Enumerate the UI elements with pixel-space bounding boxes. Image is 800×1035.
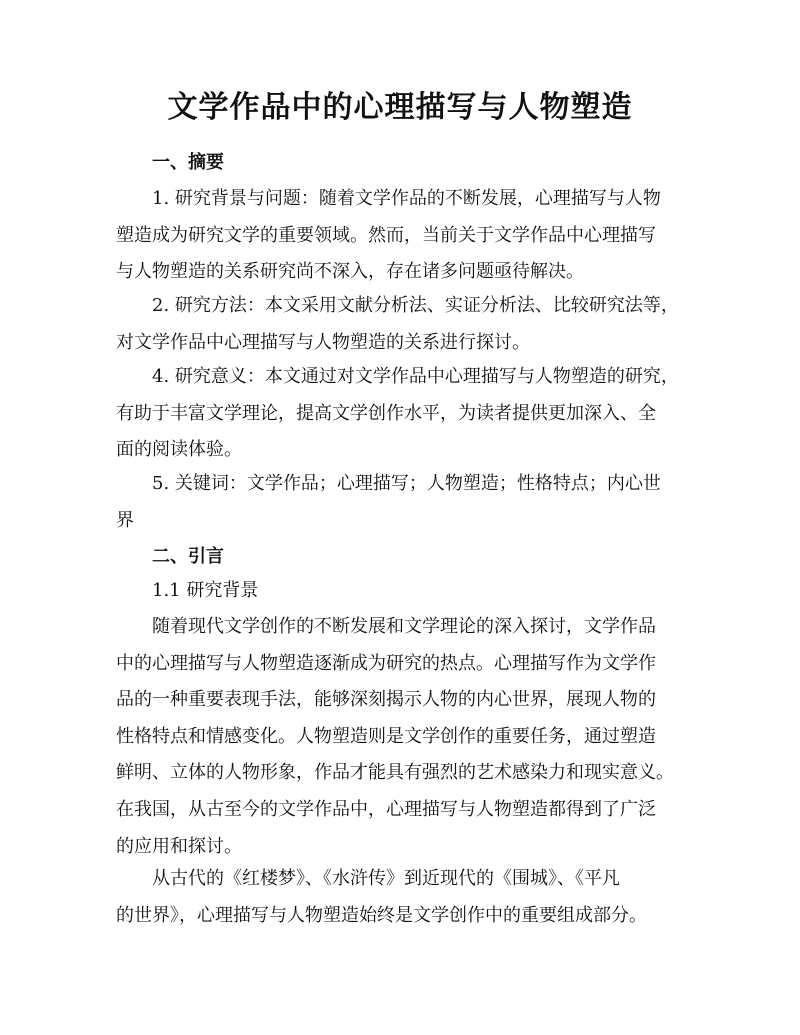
paragraph-line: 界 xyxy=(116,509,134,531)
abstract-paragraph-background xyxy=(116,181,696,291)
paragraph-line: 5. 关键词：文学作品；心理描写；人物塑造；性格特点；内心世 xyxy=(152,473,661,494)
section-heading-introduction: 二、引言 xyxy=(152,546,224,567)
abstract-paragraph-keywords xyxy=(116,466,696,539)
paragraph-line: 面的阅读体验。 xyxy=(116,439,242,461)
paragraph-line: 与人物塑造的关系研究尚不深入，存在诸多问题亟待解决。 xyxy=(116,261,584,283)
intro-paragraph-2 xyxy=(116,861,696,934)
paragraph-line: 4. 研究意义：本文通过对文学作品中心理描写与人物塑造的研究， xyxy=(152,366,679,387)
intro-paragraph-1 xyxy=(116,609,696,865)
paragraph-line: 塑造成为研究文学的重要领域。然而，当前关于文学作品中心理描写 xyxy=(116,224,656,246)
paragraph-line: 的世界》，心理描写与人物塑造始终是文学创作中的重要组成部分。 xyxy=(116,904,647,926)
paragraph-line: 1. 研究背景与问题：随着文学作品的不断发展，心理描写与人物 xyxy=(152,188,661,209)
section-heading-abstract: 一、摘要 xyxy=(152,152,224,173)
paragraph-line: 对文学作品中心理描写与人物塑造的关系进行探讨。 xyxy=(116,331,530,353)
paragraph-line: 鲜明、立体的人物形象，作品才能具有强烈的艺术感染力和现实意义。 xyxy=(116,762,674,784)
paragraph-line: 在我国，从古至今的文学作品中，心理描写与人物塑造都得到了广泛 xyxy=(116,798,656,820)
paragraph-line: 中的心理描写与人物塑造逐渐成为研究的热点。心理描写作为文学作 xyxy=(116,652,656,674)
document-title: 文学作品中的心理描写与人物塑造 xyxy=(167,90,633,125)
paragraph-line: 随着现代文学创作的不断发展和文学理论的深入探讨，文学作品 xyxy=(152,616,656,637)
abstract-paragraph-significance xyxy=(116,359,696,469)
paragraph-line: 的应用和探讨。 xyxy=(116,835,242,857)
subsection-heading-background: 1.1 研究背景 xyxy=(152,580,259,601)
paragraph-line: 有助于丰富文学理论，提高文学创作水平，为读者提供更加深入、全 xyxy=(116,402,656,424)
abstract-paragraph-methods xyxy=(116,288,696,361)
paragraph-line: 品的一种重要表现手法，能够深刻揭示人物的内心世界，展现人物的 xyxy=(116,689,656,711)
paragraph-line: 2. 研究方法：本文采用文献分析法、实证分析法、比较研究法等， xyxy=(152,295,679,316)
paragraph-line: 性格特点和情感变化。人物塑造则是文学创作的重要任务，通过塑造 xyxy=(116,725,656,747)
paragraph-line: 从古代的《红楼梦》、《水浒传》到近现代的《围城》、《平凡 xyxy=(152,868,620,889)
